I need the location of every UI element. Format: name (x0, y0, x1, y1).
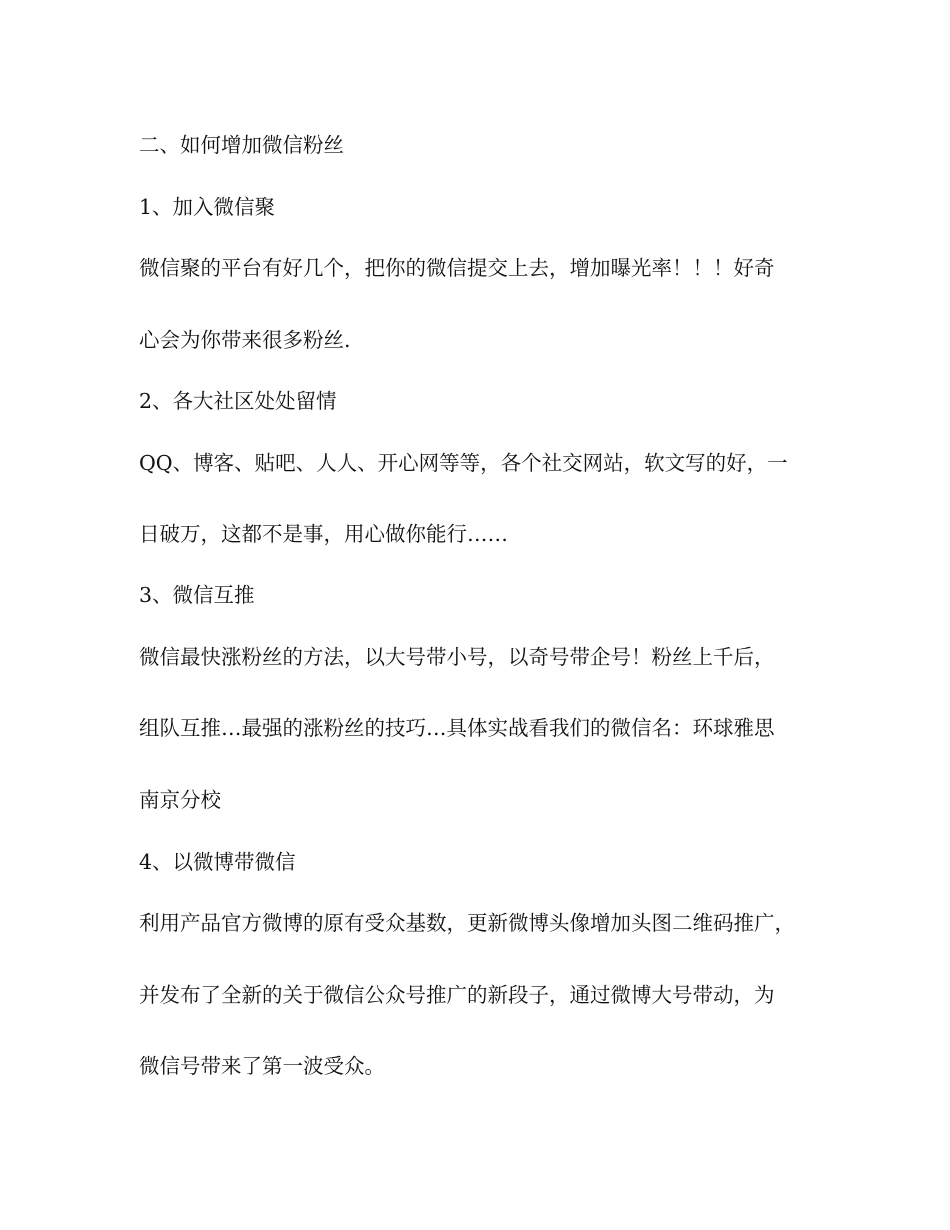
item-body-line: 心会为你带来很多粉丝. (139, 328, 351, 352)
item-heading-1: 1、加入微信聚 (139, 195, 276, 219)
item-body-line: 微信最快涨粉丝的方法，以大号带小号，以奇号带企号！粉丝上千后， (139, 645, 775, 669)
item-body-line: 并发布了全新的关于微信公众号推广的新段子，通过微博大号带动，为 (139, 983, 775, 1007)
item-heading-3: 3、微信互推 (139, 583, 255, 607)
item-body-line: 微信聚的平台有好几个，把你的微信提交上去，增加曝光率！！！好奇 (139, 256, 775, 280)
item-body-line: 组队互推…最强的涨粉丝的技巧…具体实战看我们的微信名：环球雅思 (139, 716, 775, 740)
item-body-line: 利用产品官方微博的原有受众基数，更新微博头像增加头图二维码推广， (139, 911, 795, 935)
section-title: 二、如何增加微信粉丝 (139, 133, 344, 157)
item-heading-2: 2、各大社区处处留情 (139, 389, 337, 413)
item-heading-4: 4、以微博带微信 (139, 850, 296, 874)
item-body-line: 南京分校 (139, 788, 221, 812)
item-body-line: 微信号带来了第一波受众。 (139, 1054, 385, 1078)
item-body-line: QQ、博客、贴吧、人人、开心网等等，各个社交网站，软文写的好，一 (139, 451, 788, 475)
item-body-line: 日破万，这都不是事，用心做你能行…… (139, 522, 508, 546)
